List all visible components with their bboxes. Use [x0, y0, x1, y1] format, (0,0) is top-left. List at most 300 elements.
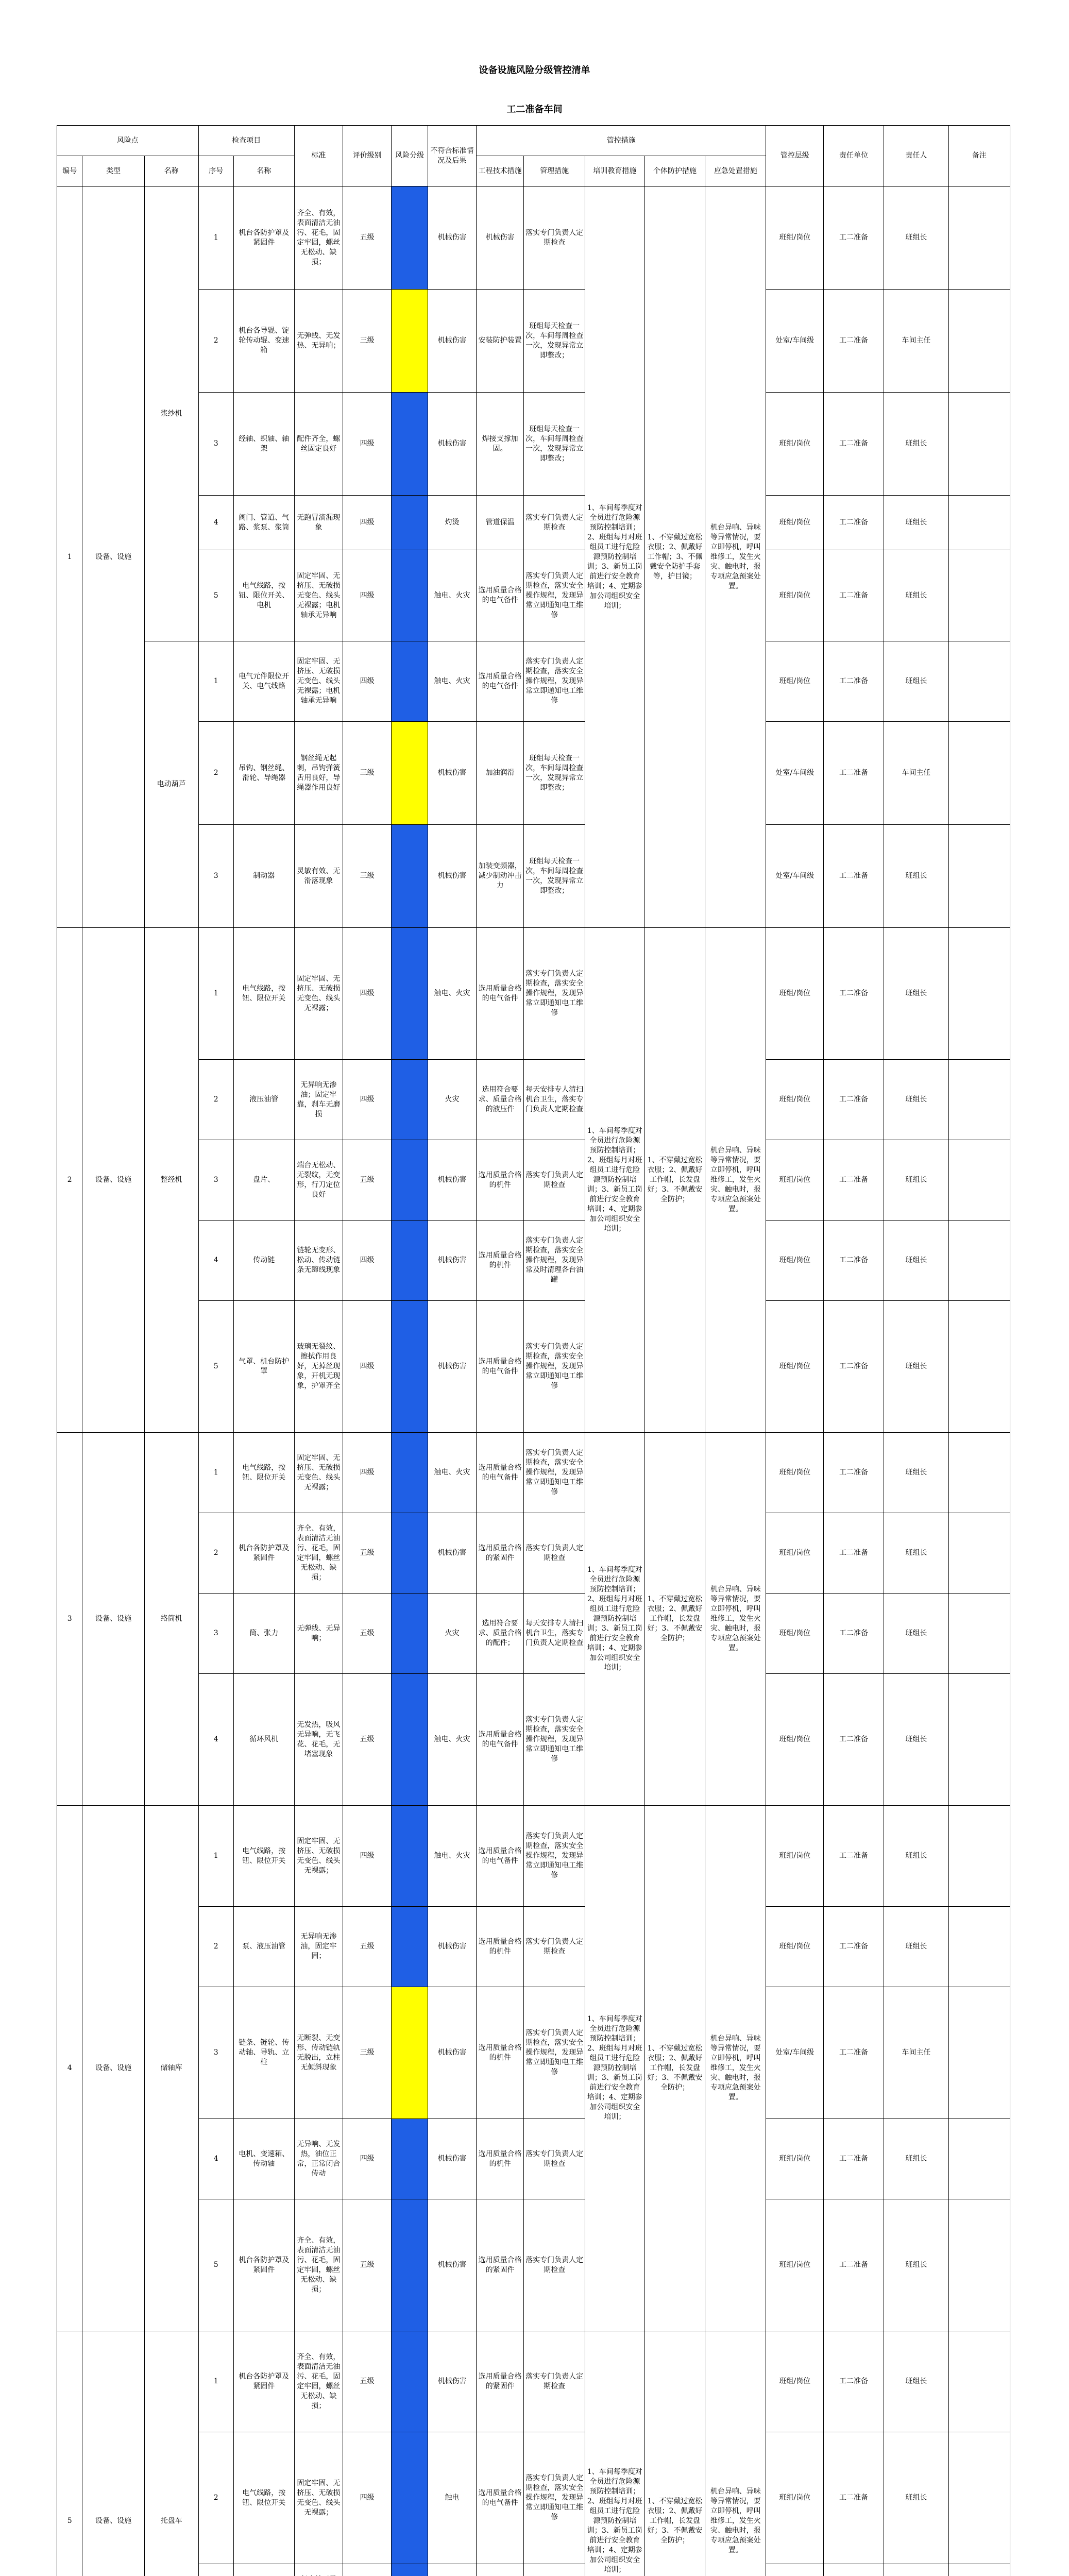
management-measure: 落实专门负责人定期检查: [524, 1513, 585, 1594]
management-measure: 落实专门负责人定期检查，落实安全操作规程，发现异常立即通知电工维修: [524, 550, 585, 641]
responsible-unit: 工二准备: [824, 1987, 884, 2119]
emergency-measure: 机台异响、异味等异常情况，要立即停机，呼叫维修工，发生火灾、触电时，报专项应急预案处置。: [705, 1806, 766, 2331]
eval-level: 四级: [343, 393, 391, 496]
risk-level-swatch: [392, 2331, 428, 2432]
header-emerg: 应急处置措施: [705, 156, 766, 187]
risk-level-swatch: [392, 550, 428, 641]
item-seq: 2: [198, 1513, 233, 1594]
emergency-measure: 机台异响、异味等异常情况，要立即停机，呼叫维修工，发生火灾、触电时，报专项应急预案处置。: [705, 2331, 766, 2576]
risk-point-code: 5: [57, 2331, 82, 2576]
table-row: [57, 641, 1061, 722]
risk-level-swatch: [392, 2119, 428, 2199]
management-measure: 落实专门负责人定期检查，落实安全操作规程，发现异常立即通知电工维修: [524, 1674, 585, 1806]
mgmt-level: 班组/岗位: [766, 2331, 824, 2432]
consequence: 火灾: [428, 1594, 476, 1674]
management-measure: 落实专门负责人定期检查: [524, 2331, 585, 2432]
header-check-item: 检查项目: [198, 126, 294, 156]
item-standard: 钢丝绳无起刺，吊钩弹簧舌用良好，导绳器作用良好: [294, 722, 343, 825]
engineering-measure: 焊接支撑加固。: [477, 393, 524, 496]
management-measure: 落实专门负责人定期检查: [524, 1140, 585, 1221]
eval-level: 三级: [343, 290, 391, 393]
table-row: [57, 825, 1061, 928]
responsible-unit: 工二准备: [824, 1221, 884, 1301]
eval-level: 四级: [343, 496, 391, 550]
risk-point-name: 托盘车: [144, 2331, 198, 2576]
training-measure: 1、车间每季度对全员进行危险源预防控制培训；2、班组每月对班组员工进行危险源预防控制培训；3、新员工岗前进行安全教育培训；4、定期参加公司组织安全培训；: [585, 928, 644, 1433]
header-no: 编号: [57, 156, 82, 187]
risk-level-swatch: [392, 1221, 428, 1301]
item-standard: 固定牢固、无挤压、无破损无变色、线头无裸露；: [294, 1433, 343, 1513]
remark-cell: [948, 1806, 1010, 1907]
item-seq: 4: [198, 2119, 233, 2199]
item-name: 电机、变速箱、传动轴: [233, 2119, 294, 2199]
responsible-unit: 工二准备: [824, 290, 884, 393]
item-standard: [294, 2564, 343, 2576]
item-seq: 1: [198, 1806, 233, 1907]
item-name: 机台各防护罩及紧固件: [233, 2331, 294, 2432]
header-type: 类型: [82, 156, 144, 187]
emergency-measure: 机台异响、异味等异常情况，要立即停机，呼叫维修工，发生火灾、触电时，报专项应急预案处置。: [705, 928, 766, 1433]
table-row: [57, 928, 1061, 1060]
item-name: 制动器: [233, 825, 294, 928]
mgmt-level: 班组/岗位: [766, 1060, 824, 1140]
consequence: 火灾: [428, 1060, 476, 1140]
consequence: 机械伤害: [428, 2331, 476, 2432]
engineering-measure: 选用质量合格的紧固件: [477, 2199, 524, 2331]
responsible-unit: 工二准备: [824, 2331, 884, 2432]
table-body: [57, 187, 1061, 2576]
page-title: 设备设施风险分级管控清单: [479, 65, 590, 76]
responsible-person: 班组长: [884, 825, 948, 928]
item-standard: 玻璃无裂纹、擦拭作用良好，无掉丝现象，开机无现象，护罩齐全: [294, 1301, 343, 1433]
item-name: 循环风机: [233, 1674, 294, 1806]
risk-level-swatch: [392, 2199, 428, 2331]
risk-level-swatch: [392, 290, 428, 393]
item-name: 传动链: [233, 1221, 294, 1301]
consequence: 触电、火灾: [428, 641, 476, 722]
table-row: [57, 187, 1061, 290]
table-row: [57, 290, 1061, 393]
risk-level-swatch: [392, 928, 428, 1060]
risk-level-swatch: [392, 1301, 428, 1433]
item-standard: 固定牢固、无挤压、无破损无变色、线头无裸露；电机轴承无异响: [294, 641, 343, 722]
mgmt-level: 班组/岗位: [766, 1806, 824, 1907]
consequence: 触电、火灾: [428, 1674, 476, 1806]
engineering-measure: 选用符合要求、质量合格的液压件: [477, 1060, 524, 1140]
table-row: [57, 393, 1061, 496]
training-measure: 1、车间每季度对全员进行危险源预防控制培训；2、班组每月对班组员工进行危险源预防控制培训；3、新员工岗前进行安全教育培训；4、定期参加公司组织安全培训；: [585, 2331, 644, 2576]
remark-cell: [948, 1513, 1010, 1594]
risk-point-type: 设备、设施: [82, 187, 144, 928]
responsible-unit: 工二准备: [824, 928, 884, 1060]
item-seq: 1: [198, 641, 233, 722]
table-row: [57, 1907, 1061, 1987]
mgmt-level: [766, 2564, 824, 2576]
responsible-person: 班组长: [884, 1907, 948, 1987]
item-name: 电气元件限位开关、电气线路: [233, 641, 294, 722]
engineering-measure: 选用质量合格的机件: [477, 2119, 524, 2199]
management-measure: 落实专门负责人定期检查，落实安全操作规程，发现异常立即通知电工维修: [524, 1301, 585, 1433]
responsible-person: 班组长: [884, 1513, 948, 1594]
risk-point-type: 设备、设施: [82, 1433, 144, 1806]
management-measure: 每天安排专人清扫机台卫生，落实专门负责人定期检查: [524, 1060, 585, 1140]
responsible-person: 班组长: [884, 2119, 948, 2199]
item-standard: 配件齐全，螺丝固定良好: [294, 393, 343, 496]
mgmt-level: 班组/岗位: [766, 928, 824, 1060]
emergency-measure: 机台异响、异味等异常情况，要立即停机，呼叫维修工，发生火灾、触电时，报专项应急预案处置。: [705, 1433, 766, 1806]
mgmt-level: 班组/岗位: [766, 1907, 824, 1987]
remark-cell: [948, 393, 1010, 496]
eval-level: 四级: [343, 1806, 391, 1907]
consequence: 灼烫: [428, 496, 476, 550]
consequence: 机械伤害: [428, 393, 476, 496]
risk-point-name: 络筒机: [144, 1433, 198, 1806]
header-ppe: 个体防护措施: [644, 156, 705, 187]
management-measure: 落实专门负责人定期检查: [524, 187, 585, 290]
item-standard: 无弹线、无异响；: [294, 1594, 343, 1674]
management-measure: 落实专门负责人定期检查，落实安全操作规程，发现异常立即通知电工维修: [524, 928, 585, 1060]
consequence: 触电、火灾: [428, 550, 476, 641]
eval-level: 五级: [343, 1907, 391, 1987]
item-name: 电气线路，按钮、限位开关: [233, 928, 294, 1060]
management-measure: 班组每天检查一次，车间每周检查一次，发现异常立即整改；: [524, 722, 585, 825]
table-row: [57, 1221, 1061, 1301]
table-row: [57, 1594, 1061, 1674]
management-measure: 落实专门负责人定期检查，落实安全操作规程，发现异常立即通知电工维修: [524, 2432, 585, 2564]
item-name: 液压油管: [233, 1060, 294, 1140]
item-seq: 1: [198, 187, 233, 290]
risk-point-type: 设备、设施: [82, 2331, 144, 2576]
training-measure: 1、车间每季度对全员进行危险源预防控制培训；2、班组每月对班组员工进行危险源预防控制培训；3、新员工岗前进行安全教育培训；4、定期参加公司组织安全培训；: [585, 187, 644, 928]
remark-cell: [948, 1907, 1010, 1987]
engineering-measure: 选用质量合格的电气备件: [477, 1301, 524, 1433]
mgmt-level: 处室/车间级: [766, 290, 824, 393]
risk-level-swatch: [392, 722, 428, 825]
ppe-measure: 1、不穿戴过宽松衣服；2、佩戴好工作帽，长发盘好；3、不佩戴安全防护；: [644, 1433, 705, 1806]
mgmt-level: 班组/岗位: [766, 641, 824, 722]
training-measure: 1、车间每季度对全员进行危险源预防控制培训；2、班组每月对班组员工进行危险源预防控制培训；3、新员工岗前进行安全教育培训；4、定期参加公司组织安全培训；: [585, 1433, 644, 1806]
header-seq: 序号: [198, 156, 233, 187]
header-name: 名称: [144, 156, 198, 187]
mgmt-level: 班组/岗位: [766, 2199, 824, 2331]
mgmt-level: 处室/车间级: [766, 722, 824, 825]
table-row: [57, 2199, 1061, 2331]
remark-cell: [948, 2199, 1010, 2331]
remark-cell: [948, 1221, 1010, 1301]
eval-level: 五级: [343, 2331, 391, 2432]
responsible-unit: 工二准备: [824, 825, 884, 928]
responsible-unit: 工二准备: [824, 393, 884, 496]
item-seq: 5: [198, 1301, 233, 1433]
responsible-person: 班组长: [884, 2199, 948, 2331]
mgmt-level: 班组/岗位: [766, 496, 824, 550]
item-standard: 无异响无渗油，固定牢固；: [294, 1907, 343, 1987]
item-standard: 无断裂、无变形、传动链轨无脱出，立柱无倾斜现象: [294, 1987, 343, 2119]
mgmt-level: 班组/岗位: [766, 1513, 824, 1594]
mgmt-level: 班组/岗位: [766, 1433, 824, 1513]
item-seq: 1: [198, 928, 233, 1060]
engineering-measure: 选用质量合格的电气备件: [477, 1674, 524, 1806]
risk-level-swatch: [392, 641, 428, 722]
header-risk-class: 风险分级: [392, 126, 428, 187]
mgmt-level: 班组/岗位: [766, 1221, 824, 1301]
item-seq: 5: [198, 2199, 233, 2331]
engineering-measure: [477, 2564, 524, 2576]
remark-cell: [948, 1140, 1010, 1221]
engineering-measure: 选用质量合格的电气备件: [477, 550, 524, 641]
mgmt-level: 班组/岗位: [766, 550, 824, 641]
responsible-unit: 工二准备: [824, 722, 884, 825]
consequence: 触电: [428, 2432, 476, 2564]
mgmt-level: 班组/岗位: [766, 393, 824, 496]
management-measure: [524, 2564, 585, 2576]
responsible-unit: 工二准备: [824, 1301, 884, 1433]
engineering-measure: 选用质量合格的电气备件: [477, 2432, 524, 2564]
risk-level-swatch: [392, 1433, 428, 1513]
item-seq: 2: [198, 290, 233, 393]
eval-level: 三级: [343, 1987, 391, 2119]
mgmt-level: 班组/岗位: [766, 2432, 824, 2564]
table-row: [57, 1301, 1061, 1433]
item-seq: 1: [198, 2331, 233, 2432]
remark-cell: [948, 1987, 1010, 2119]
item-name: 盘片、: [233, 1140, 294, 1221]
consequence: 机械伤害: [428, 1140, 476, 1221]
item-standard: 端台无松动、无裂纹，无变形，行刀定位良好: [294, 1140, 343, 1221]
eval-level: 三级: [343, 722, 391, 825]
management-measure: 落实专门负责人定期检查: [524, 2119, 585, 2199]
table-row: [57, 1987, 1061, 2119]
mgmt-level: 班组/岗位: [766, 2119, 824, 2199]
consequence: 触电、火灾: [428, 1433, 476, 1513]
item-standard: 无跑冒滴漏现象: [294, 496, 343, 550]
engineering-measure: 加装变频器，减少制动冲击力: [477, 825, 524, 928]
remark-cell: [948, 1594, 1010, 1674]
header-mgmt-level: 管控层级: [766, 126, 824, 187]
remark-cell: [948, 187, 1010, 290]
responsible-unit: 工二准备: [824, 2432, 884, 2564]
header-row-1: [57, 126, 1061, 156]
consequence: 机械伤害: [428, 825, 476, 928]
remark-cell: [948, 2432, 1010, 2564]
item-name: 泵、液压油管: [233, 1907, 294, 1987]
table-row: [57, 1140, 1061, 1221]
consequence: 机械伤害: [428, 2119, 476, 2199]
remark-cell: [948, 2119, 1010, 2199]
header-train: 培训教育措施: [585, 156, 644, 187]
item-name: 电气线路，按钮、限位开关: [233, 1806, 294, 1907]
eval-level: 四级: [343, 1221, 391, 1301]
ppe-measure: 1、不穿戴过宽松衣服；2、佩戴好工作帽，长发盘好；3、不佩戴安全防护；: [644, 928, 705, 1433]
item-standard: 齐全、有效，表面清洁无油污、花毛，固定牢固，螺丝无松动、缺损；: [294, 187, 343, 290]
eval-level: 四级: [343, 1433, 391, 1513]
responsible-person: 班组长: [884, 928, 948, 1060]
table-row: [57, 2564, 1061, 2576]
item-name: 链条、链轮、传动轴、导轨、立柱: [233, 1987, 294, 2119]
engineering-measure: 选用质量合格的电气备件: [477, 1806, 524, 1907]
management-measure: 落实专门负责人定期检查，落实安全操作规程，发现异常立即通知电工维修: [524, 641, 585, 722]
responsible-unit: 工二准备: [824, 2119, 884, 2199]
item-seq: 1: [198, 1433, 233, 1513]
table-row: [57, 1513, 1061, 1594]
responsible-person: 班组长: [884, 2432, 948, 2564]
engineering-measure: 选用质量合格的机件: [477, 1987, 524, 2119]
responsible-person: 班组长: [884, 1301, 948, 1433]
ppe-measure: 1、不穿戴过宽松衣服；2、佩戴好工作帽；3、不佩戴安全防护手套等，护目镜；: [644, 187, 705, 928]
consequence: 机械伤害: [428, 722, 476, 825]
eval-level: 四级: [343, 550, 391, 641]
header-eng: 工程技术措施: [477, 156, 524, 187]
eval-level: 四级: [343, 1301, 391, 1433]
risk-control-table: [57, 125, 1061, 2576]
engineering-measure: 机械伤害: [477, 187, 524, 290]
responsible-person: 班组长: [884, 1674, 948, 1806]
responsible-person: 班组长: [884, 1060, 948, 1140]
responsible-person: 车间主任: [884, 1987, 948, 2119]
item-seq: 3: [198, 393, 233, 496]
eval-level: 五级: [343, 187, 391, 290]
mgmt-level: 班组/岗位: [766, 1674, 824, 1806]
item-name: 阀门、管道、气路、浆泵、浆筒: [233, 496, 294, 550]
engineering-measure: 选用质量合格的机件: [477, 1907, 524, 1987]
responsible-unit: 工二准备: [824, 1806, 884, 1907]
mgmt-level: 处室/车间级: [766, 1987, 824, 2119]
management-measure: 落实专门负责人定期检查，落实安全操作规程，发现异常立即通知电工维修: [524, 1433, 585, 1513]
engineering-measure: 安装防护装置: [477, 290, 524, 393]
responsible-unit: 工二准备: [824, 2199, 884, 2331]
remark-cell: [948, 290, 1010, 393]
consequence: 机械伤害: [428, 187, 476, 290]
risk-level-swatch: [392, 393, 428, 496]
consequence: 机械伤害: [428, 1987, 476, 2119]
item-seq: 4: [198, 1221, 233, 1301]
item-seq: 3: [198, 1140, 233, 1221]
item-name: 吊钩、钢丝绳、滑轮、导绳器: [233, 722, 294, 825]
risk-point-code: 4: [57, 1806, 82, 2331]
responsible-person: 班组长: [884, 1806, 948, 1907]
responsible-person: 车间主任: [884, 290, 948, 393]
engineering-measure: 加油润滑: [477, 722, 524, 825]
engineering-measure: 选用质量合格的机件: [477, 1221, 524, 1301]
eval-level: 四级: [343, 2119, 391, 2199]
eval-level: 五级: [343, 1140, 391, 1221]
header-eval-level: 评价级别: [343, 126, 391, 187]
item-seq: 2: [198, 2432, 233, 2564]
eval-level: 五级: [343, 1513, 391, 1594]
remark-cell: [948, 1301, 1010, 1433]
risk-point-code: 2: [57, 928, 82, 1433]
remark-cell: [948, 496, 1010, 550]
risk-point-name: 浆纱机: [144, 187, 198, 641]
consequence: [428, 2564, 476, 2576]
item-standard: 固定牢固、无挤压、无破损无变色、线头无裸露；电机轴承无异响: [294, 550, 343, 641]
risk-level-swatch: [392, 1513, 428, 1594]
responsible-person: 班组长: [884, 641, 948, 722]
table-row: [57, 2331, 1061, 2432]
responsible-person: 班组长: [884, 550, 948, 641]
item-seq: 2: [198, 1060, 233, 1140]
emergency-measure: 机台异响、异味等异常情况，要立即停机，呼叫维修工，发生火灾、触电时，报专项应急预案处置。: [705, 187, 766, 928]
responsible-unit: 工二准备: [824, 1513, 884, 1594]
risk-point-name: 电动葫芦: [144, 641, 198, 928]
item-name: 机台各防护罩及紧固件: [233, 1513, 294, 1594]
item-standard: 无异响、无发热，油位正常，正常闭合传动: [294, 2119, 343, 2199]
item-seq: 4: [198, 496, 233, 550]
risk-level-swatch: [392, 2564, 428, 2576]
responsible-unit: 工二准备: [824, 550, 884, 641]
remark-cell: [948, 2331, 1010, 2432]
responsible-unit: 工二准备: [824, 641, 884, 722]
item-seq: 3: [198, 1987, 233, 2119]
item-name: 电气线路，按钮、限位开关: [233, 2432, 294, 2564]
table-row: [57, 1433, 1061, 1513]
header-person: 责任人: [884, 126, 948, 187]
header-standard: 标准: [294, 126, 343, 187]
consequence: 机械伤害: [428, 1513, 476, 1594]
eval-level: 四级: [343, 641, 391, 722]
remark-cell: [948, 825, 1010, 928]
engineering-measure: 选用质量合格的紧固件: [477, 2331, 524, 2432]
management-measure: 班组每天检查一次，车间每周检查一次，发现异常立即整改；: [524, 825, 585, 928]
item-seq: 5: [198, 550, 233, 641]
item-standard: 齐全、有效，表面清洁无油污、花毛，固定牢固，螺丝无松动、缺损；: [294, 2199, 343, 2331]
risk-level-swatch: [392, 1140, 428, 1221]
engineering-measure: 选用质量合格的紧固件: [477, 1513, 524, 1594]
risk-point-code: 1: [57, 187, 82, 928]
consequence: 机械伤害: [428, 1907, 476, 1987]
responsible-unit: 工二准备: [824, 1060, 884, 1140]
management-measure: 班组每天检查一次，车间每周检查一次，发现异常立即整改；: [524, 393, 585, 496]
remark-cell: [948, 641, 1010, 722]
table-row: [57, 1806, 1061, 1907]
item-seq: [198, 2564, 233, 2576]
mgmt-level: 班组/岗位: [766, 1301, 824, 1433]
responsible-person: 班组长: [884, 393, 948, 496]
item-name: 筒、张力: [233, 1594, 294, 1674]
header-risk-point: 风险点: [57, 126, 199, 156]
remark-cell: [948, 928, 1010, 1060]
item-name: 经轴、织轴、轴架: [233, 393, 294, 496]
item-name: 机台各导辊、锭轮传动辊、变速箱: [233, 290, 294, 393]
responsible-person: 车间主任: [884, 722, 948, 825]
eval-level: 五级: [343, 1594, 391, 1674]
mgmt-level: 班组/岗位: [766, 1140, 824, 1221]
responsible-unit: 工二准备: [824, 1433, 884, 1513]
consequence: 机械伤害: [428, 290, 476, 393]
responsible-unit: 工二准备: [824, 1594, 884, 1674]
risk-level-swatch: [392, 825, 428, 928]
mgmt-level: 班组/岗位: [766, 1594, 824, 1674]
responsible-person: 班组长: [884, 1140, 948, 1221]
engineering-measure: 选用符合要求、质量合格的配件；: [477, 1594, 524, 1674]
management-measure: 落实专门负责人定期检查: [524, 496, 585, 550]
risk-level-swatch: [392, 1806, 428, 1907]
remark-cell: [948, 1674, 1010, 1806]
item-standard: 无弹线、无发热、无异响；: [294, 290, 343, 393]
risk-level-swatch: [392, 1060, 428, 1140]
header-unit: 责任单位: [824, 126, 884, 187]
item-standard: 固定牢固、无挤压、无破损无变色、线头无裸露；: [294, 1806, 343, 1907]
responsible-unit: 工二准备: [824, 187, 884, 290]
risk-level-swatch: [392, 2432, 428, 2564]
eval-level: 五级: [343, 1674, 391, 1806]
management-measure: 落实专门负责人定期检查，落实安全操作规程，发现异常立即通知电工维修: [524, 1806, 585, 1907]
item-name: 机台各防护罩及紧固件: [233, 187, 294, 290]
risk-level-swatch: [392, 187, 428, 290]
table-row: [57, 722, 1061, 825]
table-row: [57, 1060, 1061, 1140]
remark-cell: [948, 1060, 1010, 1140]
